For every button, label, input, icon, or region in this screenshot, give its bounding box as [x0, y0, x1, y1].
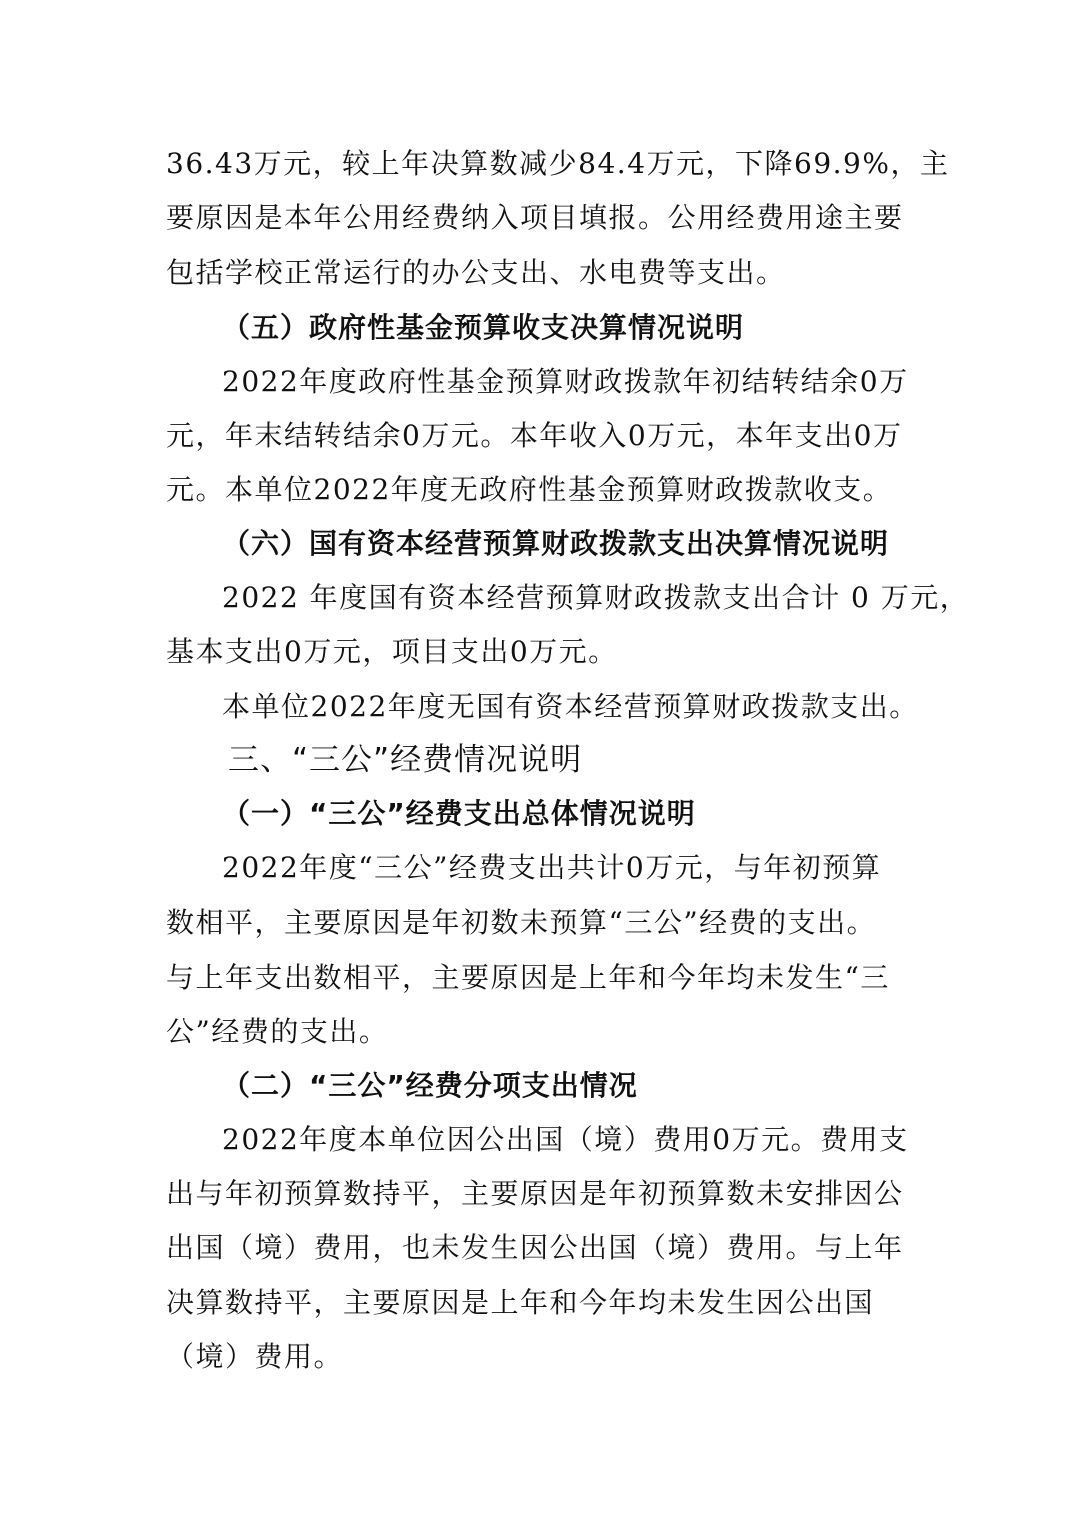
paragraph-line: 数相平，主要原因是年初数未预算“三公”经费的支出。	[166, 906, 877, 939]
paragraph-line: 公”经费的支出。	[166, 1015, 389, 1048]
subsection-heading: （二）“三公”经费分项支出情况	[222, 1069, 638, 1102]
subsection-heading: （六）国有资本经营预算财政拨款支出决算情况说明	[222, 527, 890, 560]
paragraph-line: 元。本单位2022年度无政府性基金预算财政拨款收支。	[166, 473, 893, 506]
section-heading: 三、“三公”经费情况说明	[228, 742, 583, 778]
paragraph-line: 基本支出0万元，项目支出0万元。	[166, 635, 618, 668]
paragraph-line: （境）费用。	[166, 1340, 344, 1373]
paragraph-line: 出与年初预算数持平，主要原因是年初预算数未安排因公	[166, 1177, 904, 1210]
paragraph-line: 2022年度本单位因公出国（境）费用0万元。费用支	[222, 1123, 909, 1156]
paragraph-line: 出国（境）费用，也未发生因公出国（境）费用。与上年	[166, 1231, 904, 1264]
paragraph-line: 2022年度政府性基金预算财政拨款年初结转结余0万	[222, 365, 909, 398]
paragraph-line: 要原因是本年公用经费纳入项目填报。公用经费用途主要	[166, 201, 904, 234]
paragraph-line: 与上年支出数相平，主要原因是上年和今年均未发生“三	[166, 961, 890, 994]
paragraph-line: 36.43万元，较上年决算数减少84.4万元，下降69.9%，主	[166, 147, 950, 180]
paragraph-line: 2022年度“三公”经费支出共计0万元，与年初预算	[222, 851, 882, 884]
paragraph-line: 决算数持平，主要原因是上年和今年均未发生因公出国	[166, 1286, 875, 1319]
paragraph-line: 2022 年度国有资本经营预算财政拨款支出合计 0 万元，	[222, 581, 970, 614]
subsection-heading: （一）“三公”经费支出总体情况说明	[222, 797, 696, 830]
paragraph-line: 元，年末结转结余0万元。本年收入0万元，本年支出0万	[166, 419, 903, 452]
paragraph-line: 包括学校正常运行的办公支出、水电费等支出。	[166, 256, 786, 289]
subsection-heading: （五）政府性基金预算收支决算情况说明	[222, 311, 745, 344]
paragraph-line: 本单位2022年度无国有资本经营预算财政拨款支出。	[222, 690, 919, 723]
